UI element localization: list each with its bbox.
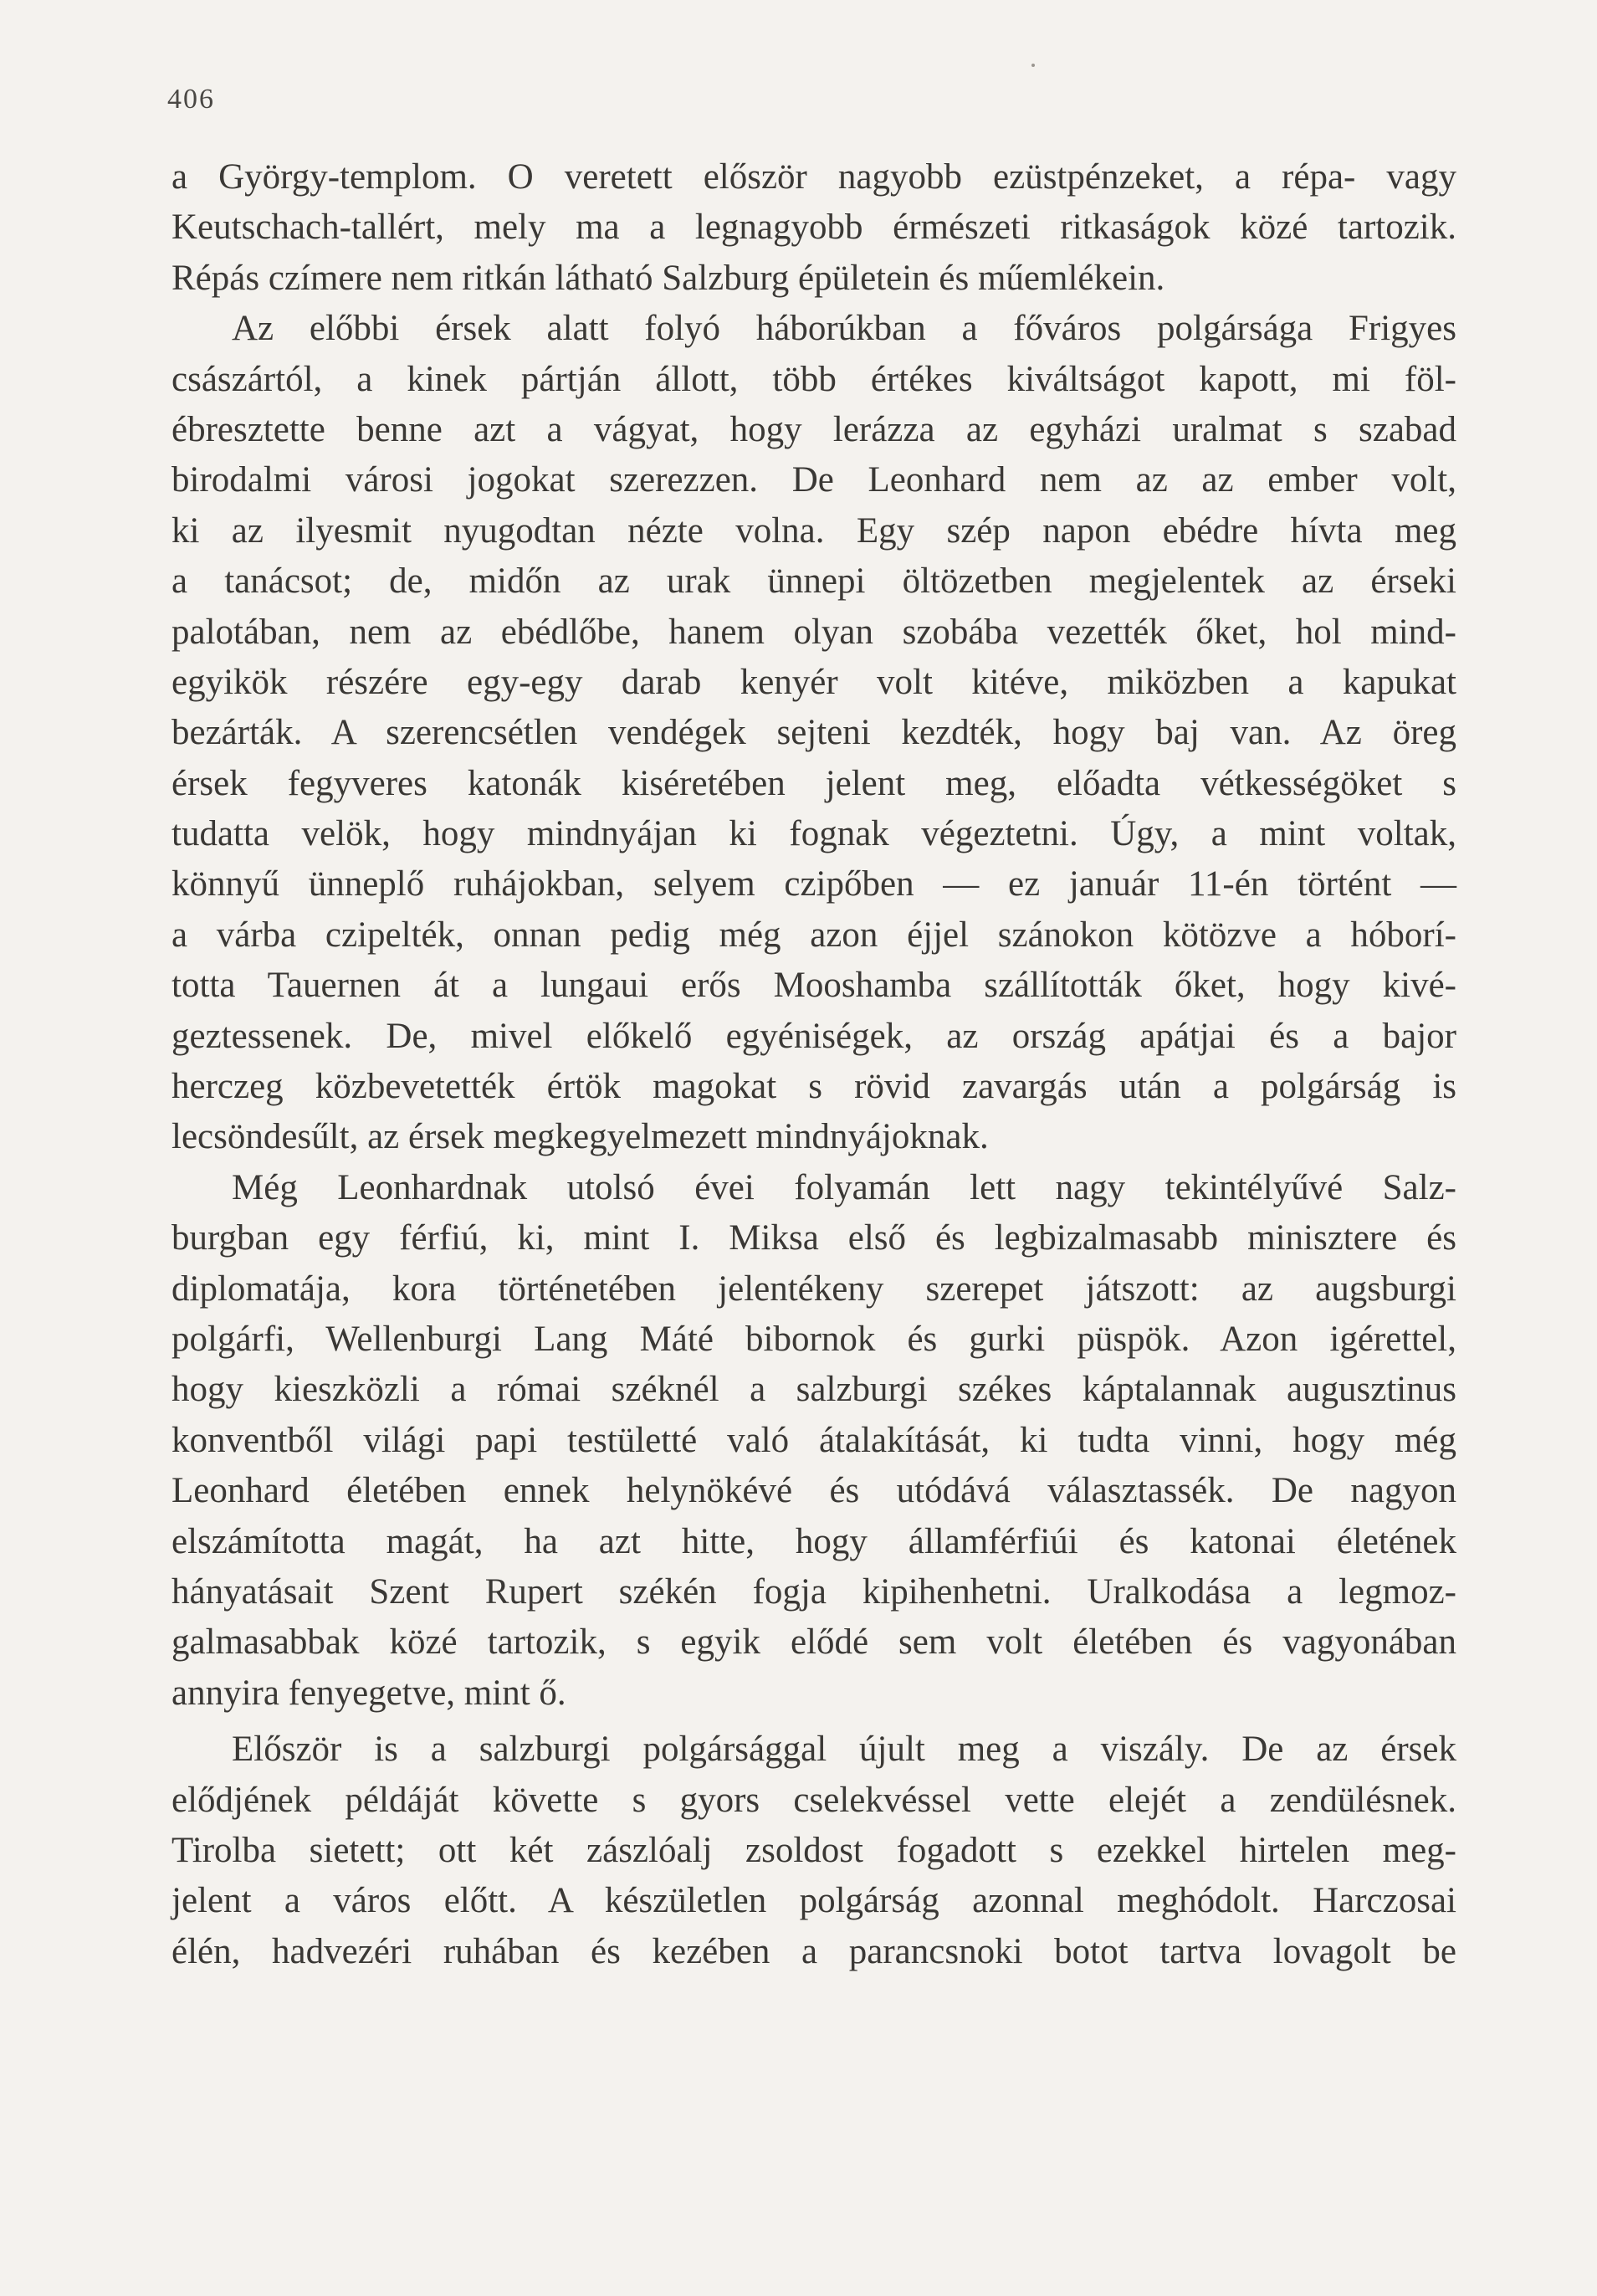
text-line: Tirolba sietett; ott két zászlóalj zsoldost fogadott s ezekkel hirtelen meg-	[171, 1830, 1456, 1870]
text-line: a várba czipelték, onnan pedig még azon éjjel szánokon kötözve a hóborí-	[171, 915, 1456, 955]
text-line: galmasabbak közé tartozik, s egyik elődé sem volt életében és vagyonában	[171, 1622, 1456, 1663]
text-line: jelent a város előtt. A készületlen polgárság azonnal meghódolt. Harczosai	[171, 1881, 1456, 1921]
text-line: Répás czímere nem ritkán látható Salzburg épületein és műemlékein.	[171, 258, 1165, 298]
text-line: lecsöndesűlt, az érsek megkegyelmezett mindnyájoknak.	[171, 1117, 989, 1157]
text-line: Még Leonhardnak utolsó évei folyamán lett nagy tekintélyűvé Salz-	[232, 1167, 1456, 1207]
paragraph-1	[171, 152, 1456, 304]
page-number: 406	[167, 84, 215, 115]
text-line: hányatásait Szent Rupert székén fogja kipihenhetni. Uralkodása a legmoz-	[171, 1571, 1456, 1612]
text-line: ébresztette benne azt a vágyat, hogy lerázza az egyházi uralmat s szabad	[171, 409, 1456, 449]
text-line: Leonhard életében ennek helynökévé és utódává választassék. De nagyon	[171, 1471, 1456, 1511]
paragraph-4	[171, 1725, 1456, 1977]
text-line: a György-templom. O veretett először nagyobb ezüstpénzeket, a répa- vagy	[171, 157, 1456, 197]
text-line: annyira fenyegetve, mint ő.	[171, 1673, 566, 1713]
text-line: polgárfi, Wellenburgi Lang Máté bibornok és gurki püspök. Azon igérettel,	[171, 1319, 1456, 1359]
text-line: érsek fegyveres katonák kiséretében jelent meg, előadta vétkességöket s	[171, 763, 1456, 803]
text-line: herczeg közbevetették értök magokat s rövid zavargás után a polgárság is	[171, 1067, 1456, 1107]
text-line: elődjének példáját követte s gyors cselekvéssel vette elejét a zendülésnek.	[171, 1780, 1456, 1820]
paragraph-3	[171, 1163, 1456, 1719]
text-line: bezárták. A szerencsétlen vendégek sejteni kezdték, hogy baj van. Az öreg	[171, 713, 1456, 753]
text-line: Az előbbi érsek alatt folyó háborúkban a főváros polgársága Frigyes	[232, 309, 1456, 349]
text-line: elszámította magát, ha azt hitte, hogy államférfiúi és katonai életének	[171, 1521, 1456, 1561]
text-line: a tanácsot; de, midőn az urak ünnepi öltözetben megjelentek az érseki	[171, 561, 1456, 602]
text-line: élén, hadvezéri ruhában és kezében a parancsnoki botot tartva lovagolt be	[171, 1931, 1456, 1971]
text-line: totta Tauernen át a lungaui erős Mooshamba szállították őket, hogy kivé-	[171, 966, 1456, 1006]
text-line: konventből világi papi testületté való átalakítását, ki tudta vinni, hogy még	[171, 1420, 1456, 1460]
text-line: diplomatája, kora történetében jelentékeny szerepet játszott: az augsburgi	[171, 1268, 1456, 1309]
page-speck	[1031, 64, 1035, 67]
paragraph-2	[171, 304, 1456, 1163]
text-line: császártól, a kinek pártján állott, több értékes kiváltságot kapott, mi föl-	[171, 359, 1456, 399]
text-line: geztessenek. De, mivel előkelő egyéniségek, az ország apátjai és a bajor	[171, 1016, 1456, 1056]
text-line: egyikök részére egy-egy darab kenyér volt kitéve, miközben a kapukat	[171, 662, 1456, 702]
text-line: tudatta velök, hogy mindnyájan ki fognak végeztetni. Úgy, a mint voltak,	[171, 814, 1456, 854]
text-line: könnyű ünneplő ruhájokban, selyem czipőben — ez január 11-én történt —	[171, 864, 1456, 905]
text-line: hogy kieszközli a római széknél a salzburgi székes káptalannak augusztinus	[171, 1370, 1456, 1410]
paragraph-gap	[171, 1719, 1456, 1725]
text-line: Először is a salzburgi polgársággal újult meg a viszály. De az érsek	[232, 1730, 1456, 1770]
body-text	[171, 152, 1456, 1977]
text-line: ki az ilyesmit nyugodtan nézte volna. Egy szép napon ebédre hívta meg	[171, 510, 1456, 551]
text-line: palotában, nem az ebédlőbe, hanem olyan szobába vezették őket, hol mind-	[171, 612, 1456, 652]
text-line: Keutschach-tallért, mely ma a legnagyobb érmészeti ritkaságok közé tartozik.	[171, 208, 1456, 248]
text-line: birodalmi városi jogokat szerezzen. De Leonhard nem az az ember volt,	[171, 460, 1456, 500]
text-line: burgban egy férfiú, ki, mint I. Miksa első és legbizalmasabb minisztere és	[171, 1218, 1456, 1258]
